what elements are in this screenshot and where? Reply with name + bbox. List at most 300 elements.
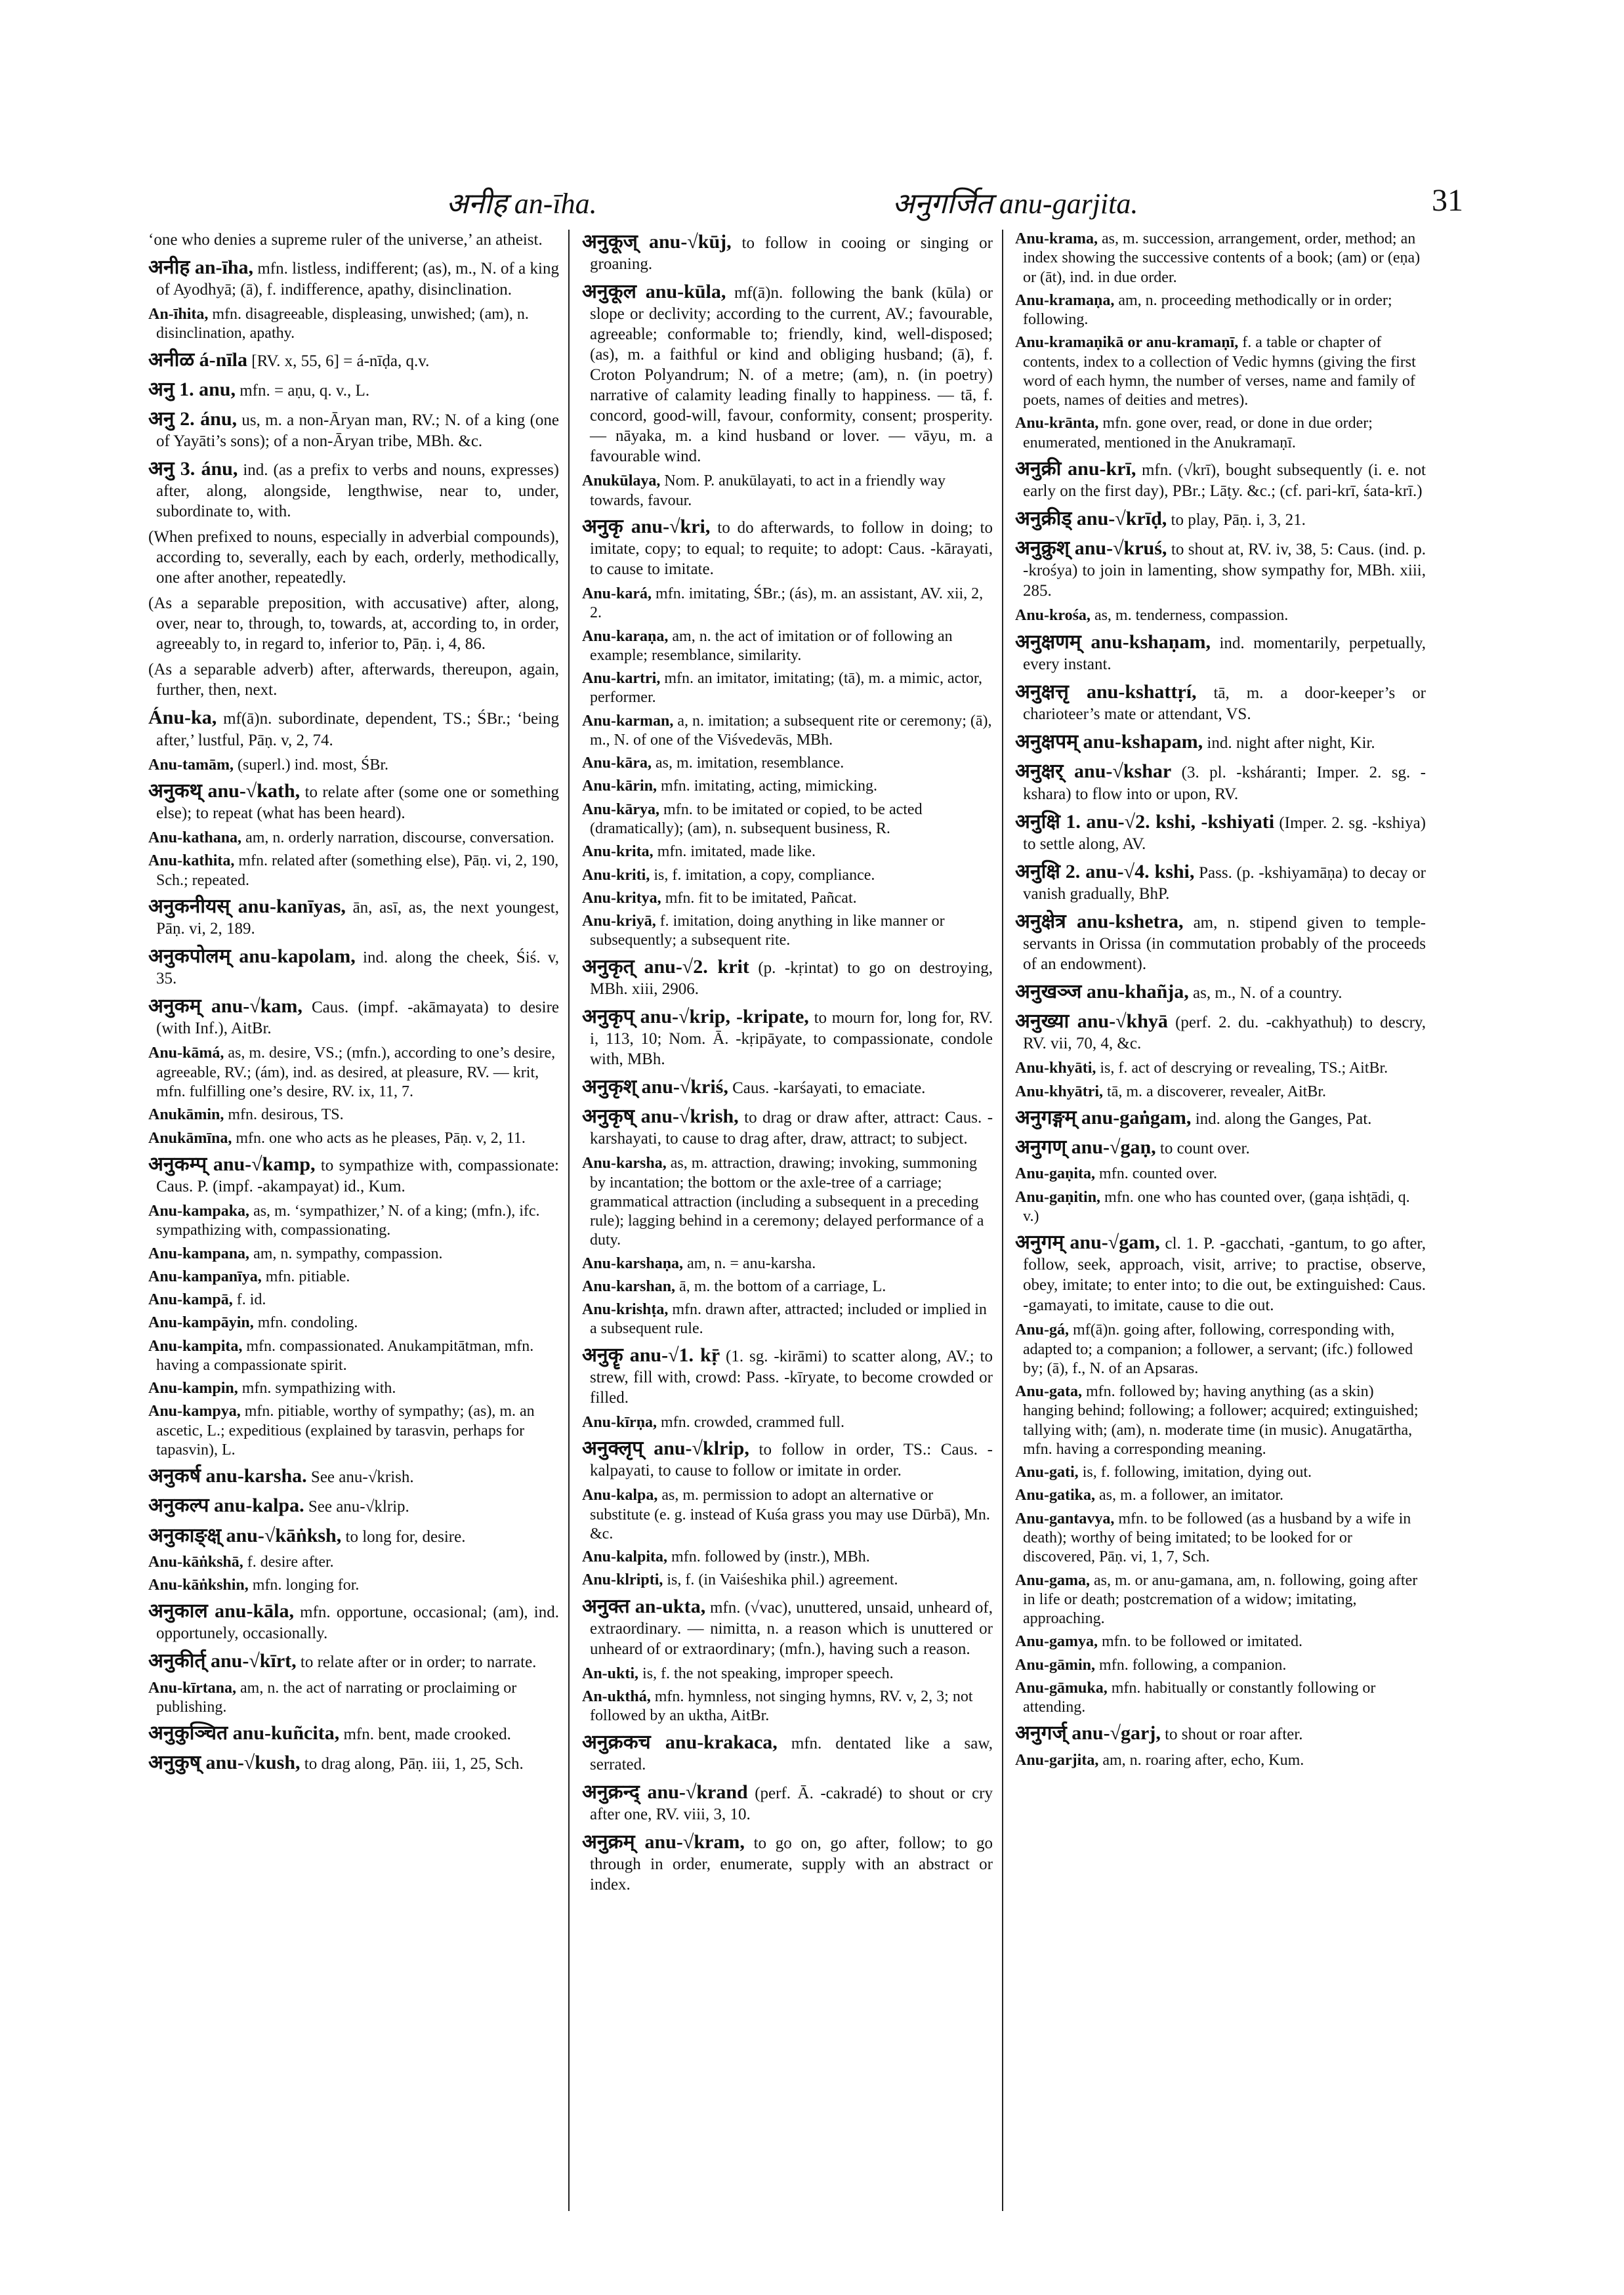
entry-definition: See anu-√krish. (310, 1468, 414, 1487)
dictionary-entry (582, 1413, 993, 1432)
dictionary-entry (1015, 1083, 1426, 1102)
dictionary-entry (148, 1523, 559, 1548)
entry-definition: mfn. desirous, TS. (228, 1106, 344, 1124)
column-3 (1015, 230, 1426, 2211)
entry-definition: mfn. to be followed (as a husband by a wife in death); worthy of being imitated; to be looked for or discovered, Pāṇ. vi, 1, 7, Sch. (1023, 1510, 1411, 1566)
dictionary-entry (582, 912, 993, 951)
dictionary-entry (1015, 1321, 1426, 1378)
entry-headword: अनुकृष् anu-√krish, (582, 1106, 739, 1128)
dictionary-entry (582, 777, 993, 796)
dictionary-entry (148, 1202, 559, 1241)
entry-definition: mfn. following, a companion. (1099, 1656, 1287, 1674)
column-1 (148, 230, 559, 2211)
dictionary-entry (582, 1594, 993, 1659)
dictionary-entry (1015, 414, 1426, 453)
entry-definition: to shout at, RV. iv, 38, 5: Caus. (ind. p. -krośya) to join in lamenting, show sympathy for, MBh. xiii, 285. (1023, 541, 1426, 600)
entry-definition: to sympathize with, compassionate: Caus. P. (impf. -akampayat) id., Kum. (156, 1156, 559, 1195)
entry-definition: am, n. proceeding methodically or in order; following. (1023, 291, 1392, 329)
entry-headword: अनुकपोलम् anu-kapolam, (148, 945, 356, 968)
entry-headword: अनुक्त an-ukta, (582, 1595, 706, 1617)
entry-definition: is, f. imitation, a copy, compliance. (654, 866, 875, 884)
entry-definition: mfn. crowded, crammed full. (661, 1413, 844, 1431)
column-divider (568, 230, 570, 2211)
dictionary-entry (148, 852, 559, 890)
entry-definition: am, n. stipend given to temple-servants in Orissa (in commutation probably of the proceeds of an endowment). (1023, 913, 1426, 974)
entry-definition: as, m. or anu-gamana, am, n. following, going after in life or death; postcremation of a widow; imitating, approaching. (1023, 1571, 1418, 1628)
dictionary-entry (148, 1402, 559, 1460)
entry-headword: Anu-kārya, (582, 800, 660, 818)
entry-definition: ind. along the Ganges, Pat. (1195, 1109, 1372, 1128)
entry-headword: Anu-kāmá, (148, 1044, 224, 1062)
entry-definition: ind. along the cheek, Śiś. v, 35. (156, 949, 559, 988)
dictionary-entry (1015, 1059, 1426, 1078)
entry-headword: Anu-kampā, (148, 1291, 233, 1309)
entry-definition: Nom. P. anukūlayati, to act in a friendly way towards, favour. (590, 472, 946, 509)
entry-headword: अनुखञ्ज anu-khañja, (1015, 981, 1189, 1003)
dictionary-entry (1015, 536, 1426, 601)
entry-definition: f. id. (236, 1291, 266, 1309)
entry-headword: अनुकम्प् anu-√kamp, (148, 1153, 316, 1175)
entry-definition: as, m., N. of a country. (1193, 984, 1343, 1003)
dictionary-entry (148, 348, 559, 372)
entry-headword: Anu-kriti, (582, 866, 650, 884)
entry-definition: to relate after or in order; to narrate. (300, 1653, 537, 1672)
entry-definition: a, n. imitation; a subsequent rite or ceremony; (ā), m., N. of one of the Viśvedevās, MBh. (590, 712, 992, 749)
entry-headword: Anu-garjita, (1015, 1751, 1099, 1769)
dictionary-entry (1015, 680, 1426, 724)
running-head-right: अनुगर्जित anu-garjita. (892, 188, 1138, 220)
entry-definition: to play, Pāṇ. i, 3, 21. (1171, 511, 1306, 529)
entry-definition: (1. sg. -kirāmi) to scatter along, AV.; to strew, fill with, crowd: Pass. -kīryate, to become crowded or filled. (590, 1347, 993, 1407)
entry-definition: mfn. (√vac), unuttered, unsaid, unheard of, extraordinary. — nimitta, n. a reason which is unuttered or unheard of or extraordinary; (mfn.), having such a reason. (590, 1598, 993, 1658)
entry-definition: (perf. 2. du. -cakhyathuḥ) to descry, RV. vii, 70, 4, &c. (1023, 1014, 1426, 1053)
entry-definition: mfn. followed by (instr.), MBh. (671, 1548, 870, 1566)
dictionary-entry (1015, 333, 1426, 410)
entry-headword: Anu-gaṇita, (1015, 1165, 1096, 1183)
dictionary-entry (148, 1313, 559, 1333)
dictionary-entry (1015, 1656, 1426, 1675)
entry-headword: अनीह an-īha, (148, 257, 254, 278)
dictionary-entry (148, 1679, 559, 1718)
entry-headword: Anu-gama, (1015, 1571, 1091, 1589)
entry-definition: to shout or roar after. (1165, 1726, 1303, 1744)
entry-headword: Anu-kalpita, (582, 1548, 668, 1566)
dictionary-entry (1015, 1721, 1426, 1745)
entry-definition: See anu-√klrip. (308, 1498, 409, 1516)
dictionary-entry (1015, 1382, 1426, 1459)
entry-definition: mfn. fit to be imitated, Pañcat. (665, 889, 857, 907)
entry-headword: Anu-krama, (1015, 230, 1098, 247)
entry-definition: ind. night after night, Kir. (1207, 734, 1375, 753)
dictionary-entry (148, 1493, 559, 1518)
entry-definition: am, n. the act of narrating or proclaiming or publishing. (156, 1679, 517, 1716)
dictionary-entry (1015, 1632, 1426, 1651)
entry-headword: Anu-kīrtana, (148, 1679, 237, 1697)
dictionary-entry (1015, 759, 1426, 804)
entry-definition: Caus. -karśayati, to emaciate. (732, 1079, 926, 1097)
entry-headword: अनुकीर्त् anu-√kīrt, (148, 1650, 297, 1672)
entry-definition: (superl.) ind. most, ŚBr. (238, 756, 389, 774)
entry-definition: tā, m. a door-keeper’s or charioteer’s mate or attendant, VS. (1023, 684, 1426, 724)
entry-headword: Anukāmin, (148, 1106, 224, 1124)
entry-headword: अनुक्षपम् anu-kshapam, (1015, 731, 1203, 753)
entry-definition: as, m. tenderness, compassion. (1094, 607, 1289, 625)
entry-definition: to follow in order, TS.: Caus. -kalpayati, to cause to follow or imitate in order. (590, 1441, 993, 1480)
entry-headword: अनुकल्प anu-kalpa. (148, 1495, 304, 1517)
entry-headword: Anu-kathita, (148, 852, 235, 870)
entry-headword: Anu-kampya, (148, 1403, 241, 1420)
entry-headword: अनु 3. ánu, (148, 458, 238, 480)
dictionary-entry (1015, 730, 1426, 754)
entry-headword: अनुक्रम् anu-√kram, (582, 1831, 745, 1853)
entry-definition: ān, asī, as, the next youngest, Pāṇ. vi, 2, 189. (156, 898, 559, 938)
dictionary-entry (148, 1245, 559, 1264)
dictionary-entry (1015, 859, 1426, 904)
entry-definition: am, n. orderly narration, discourse, conversation. (245, 829, 554, 847)
entry-definition: is, f. (in Vaiśeshika phil.) agreement. (667, 1571, 898, 1589)
dictionary-entry (582, 1436, 993, 1481)
entry-definition: ind. (as a prefix to verbs and nouns, expresses) after, along, alongside, lengthwise, near to, under, subordinate to, with. (156, 461, 559, 521)
dictionary-entry (148, 829, 559, 848)
entry-definition: (3. pl. -ksháranti; Imper. 2. sg. -kshara) to flow into or upon, RV. (1023, 764, 1426, 803)
entry-definition: mfn. = aṇu, q. v., L. (239, 381, 370, 400)
dictionary-entry (582, 842, 993, 861)
dictionary-entry (148, 1464, 559, 1488)
entry-definition: as, m. permission to adopt an alternative or substitute (e. g. instead of Kuśa grass you may use Dūrbā), Mn. &c. (590, 1487, 990, 1542)
entry-definition: (perf. Ā. -cakradé) to shout or cry after one, RV. viii, 3, 10. (590, 1784, 993, 1824)
entry-definition: to drag along, Pāṇ. iii, 1, 25, Sch. (304, 1755, 524, 1773)
entry-definition: f. a table or chapter of contents, index to a collection of Vedic hymns (giving the first word of each hymn, the number of verses, name and family of poets, names of deities and metres). (1023, 334, 1416, 409)
entry-headword: अनुक्षेत्र anu-kshetra, (1015, 910, 1184, 932)
entry-definition: mfn. sympathizing with. (241, 1380, 396, 1397)
dictionary-entry (148, 1337, 559, 1376)
dictionary-entry (148, 527, 559, 588)
entry-definition: mfn. compassionated. Anukampitātman, mfn. having a compassionate spirit. (156, 1337, 534, 1374)
entry-definition: (When prefixed to nouns, especially in adverbial compounds), according to, severally, each by each, orderly, methodically, one after another, repeatedly. (148, 528, 559, 587)
entry-headword: अनुक्षि 2. anu-√4. kshi, (1015, 860, 1195, 882)
entry-definition: mfn. one who acts as he pleases, Pāṇ. v, 2, 11. (236, 1129, 526, 1147)
entry-definition: us, m. a non-Āryan man, RV.; N. of a king (one of Yayāti’s sons); of a non-Āryan tribe, MBh. &c. (156, 411, 559, 451)
dictionary-entry (148, 230, 559, 250)
entry-definition: to long for, desire. (345, 1527, 466, 1546)
entry-headword: अनुक्री anu-krī, (1015, 457, 1136, 480)
dictionary-entry (1015, 1463, 1426, 1482)
dictionary-entry (1015, 1009, 1426, 1054)
entry-headword: अनुकृप् anu-√krip, -kripate, (582, 1005, 809, 1027)
dictionary-entry (148, 1106, 559, 1125)
entry-headword: अनुकुष् anu-√kush, (148, 1752, 301, 1774)
entry-definition: (As a separable adverb) after, afterwards, thereupon, again, further, then, next. (148, 661, 559, 699)
entry-headword: An-īhita, (148, 306, 209, 323)
dictionary-entry (582, 1830, 993, 1895)
entry-headword: An-ukti, (582, 1664, 639, 1682)
entry-headword: Anu-kará, (582, 585, 652, 603)
entry-definition: mfn. hymnless, not singing hymns, RV. v, 2, 3; not followed by an uktha, AitBr. (590, 1688, 973, 1725)
entry-headword: Anu-kalpa, (582, 1487, 658, 1504)
dictionary-entry (1015, 909, 1426, 974)
dictionary-entry (582, 712, 993, 751)
entry-definition: mfn. bent, made crooked. (343, 1726, 511, 1744)
entry-definition: as, m. desire, VS.; (mfn.), according to one’s desire, agreeable, RV.; (ám), ind. as desired, at pleasure, RV. — krit, mfn. fulfilling one’s desire, RV. ix, 11, 7. (156, 1044, 556, 1100)
entry-definition: mfn. an imitator, imitating; (tā), m. a mimic, actor, performer. (590, 670, 982, 707)
dictionary-entry (148, 779, 559, 823)
entry-definition: (p. -kṛintat) to go on destroying, MBh. xiii, 2906. (590, 959, 993, 998)
dictionary-entry (148, 659, 559, 700)
entry-definition: is, f. act of descrying or revealing, TS.; AitBr. (1100, 1060, 1388, 1077)
entry-headword: Anu-krośa, (1015, 607, 1091, 625)
dictionary-entry (582, 1486, 993, 1544)
entry-headword: Anu-kampāyin, (148, 1314, 254, 1332)
entry-definition: as, m. a follower, an imitator. (1099, 1487, 1283, 1504)
page-number: 31 (1432, 183, 1463, 218)
dictionary-entry (582, 1154, 993, 1250)
entry-headword: अनुकम् anu-√kam, (148, 995, 302, 1018)
entry-definition: mfn. one who has counted over, (gaṇa ishṭādi, q. v.) (1023, 1188, 1410, 1225)
dictionary-entry (148, 457, 559, 522)
entry-headword: Anu-tamām, (148, 756, 234, 774)
entry-headword: Anu-gaṇitin, (1015, 1188, 1101, 1206)
entry-headword: अनु 2. ánu, (148, 408, 238, 430)
dictionary-entry (582, 1730, 993, 1775)
dictionary-entry (1015, 1106, 1426, 1130)
entry-definition: mfn. gone over, read, or done in due order; enumerated, mentioned in the Anukramaṇī. (1023, 415, 1373, 451)
entry-definition: f. imitation, doing anything in like manner or subsequently; a subsequent rite. (590, 913, 945, 949)
dictionary-entry (1015, 1135, 1426, 1159)
entry-headword: Anu-kramaṇikā or anu-kramaṇī, (1015, 334, 1239, 352)
dictionary-entry (148, 377, 559, 402)
entry-headword: Anukāmīna, (148, 1129, 232, 1147)
page-header (151, 182, 1463, 222)
entry-definition: tā, m. a discoverer, revealer, AitBr. (1107, 1083, 1326, 1100)
dictionary-entry (582, 1571, 993, 1590)
entry-headword: अनुक्लृप् anu-√klrip, (582, 1437, 749, 1460)
entry-definition: Caus. (impf. -akāmayata) to desire (with Inf.), AitBr. (156, 999, 559, 1038)
entry-definition: mfn. habitually or constantly following or attending. (1023, 1679, 1376, 1716)
dictionary-entry (582, 955, 993, 999)
entry-headword: Anu-kampaka, (148, 1202, 250, 1220)
entry-definition: mfn. condoling. (257, 1314, 358, 1332)
entry-definition: mfn. to be followed or imitated. (1102, 1633, 1302, 1651)
entry-headword: An-ukthá, (582, 1688, 651, 1706)
entry-headword: Anu-khyāti, (1015, 1060, 1096, 1077)
dictionary-entry (582, 585, 993, 623)
dictionary-entry (1015, 810, 1426, 854)
dictionary-entry (582, 1254, 993, 1273)
dictionary-entry (148, 1152, 559, 1197)
entry-definition: as, m. imitation, resemblance. (656, 755, 844, 772)
entry-definition: to drag or draw after, attract: Caus. -karshayati, to cause to drag after, draw, attract; to subject. (590, 1109, 993, 1148)
entry-headword: Anu-kathana, (148, 829, 242, 847)
entry-headword: Anu-kritya, (582, 889, 661, 907)
entry-headword: Anu-gá, (1015, 1321, 1070, 1339)
dictionary-entry (582, 472, 993, 510)
entry-definition: mfn. dentated like a saw, serrated. (590, 1734, 993, 1773)
dictionary-entry (148, 1649, 559, 1673)
entry-headword: अनुकाङ्क्ष् anu-√kāṅksh, (148, 1524, 342, 1546)
dictionary-entry (582, 1075, 993, 1099)
entry-definition: as, m. succession, arrangement, order, method; an index showing the successive contents of a book; (am) or (eṇa) or (āt), ind. in due order. (1023, 230, 1421, 286)
dictionary-entry (148, 1750, 559, 1775)
entry-definition: to go on, go after, follow; to go through in order, enumerate, supply with an abstract or index. (590, 1834, 993, 1894)
dictionary-entry (582, 1343, 993, 1408)
dictionary-entry (582, 1687, 993, 1726)
entry-headword: Anukūlaya, (582, 472, 661, 490)
entry-headword: Anu-kriyā, (582, 913, 656, 930)
entry-definition: am, n. = anu-karsha. (687, 1254, 816, 1272)
entry-definition: to mourn for, long for, RV. i, 113, 10; Nom. Ā. -kṛipāyate, to compassionate, condole with, MBh. (590, 1008, 993, 1068)
dictionary-entry (148, 1576, 559, 1595)
entry-definition: (As a separable preposition, with accusative) after, along, over, near to, through, to, towards, at, according to, in order, agreeably to, in regard to, inferior to, Pāṇ. i, 4, 86. (148, 594, 559, 653)
dictionary-entry (582, 279, 993, 466)
dictionary-entry (582, 1277, 993, 1296)
entry-definition: as, m. ‘sympathizer,’ N. of a king; (mfn.), ifc. sympathizing with, compassionating. (156, 1202, 540, 1239)
entry-definition: mfn. disagreeable, displeasing, unwished; (am), n. disinclination, apathy. (156, 306, 529, 342)
entry-definition: mfn. listless, indifferent; (as), m., N. of a king of Ayodhyā; (ā), f. indifference, apathy, disinclination. (156, 260, 559, 299)
entry-headword: Anu-gāmuka, (1015, 1679, 1108, 1697)
dictionary-entry (1015, 230, 1426, 287)
column-2 (582, 230, 993, 2211)
entry-headword: अनुगङ्गम् anu-gaṅgam, (1015, 1106, 1192, 1128)
entry-definition: to relate after (some one or something else); to repeat (what has been heard). (156, 783, 559, 823)
entry-headword: Anu-kramaṇa, (1015, 291, 1115, 309)
entry-definition: mfn. counted over. (1099, 1165, 1217, 1183)
dictionary-entry (148, 1291, 559, 1310)
dictionary-entry (1015, 980, 1426, 1004)
entry-headword: Anu-kāra, (582, 755, 652, 772)
entry-headword: अनुक्षत्तृ anu-kshattṛí, (1015, 680, 1197, 703)
dictionary-entry (1015, 1679, 1426, 1718)
entry-headword: Anu-krānta, (1015, 415, 1099, 432)
dictionary-entry (148, 1553, 559, 1572)
entry-definition: mfn. (√krī), bought subsequently (i. e. not early on the first day), PBr.; Lāṭy. &c.; (cf. pari-krī, śata-krī.) (1023, 461, 1426, 501)
dictionary-entry (1015, 1165, 1426, 1184)
dictionary-entry (1015, 291, 1426, 330)
entry-definition: ‘one who denies a supreme ruler of the universe,’ an atheist. (148, 231, 543, 249)
entry-headword: Anu-gantavya, (1015, 1510, 1115, 1527)
entry-headword: अनुक्षि 1. anu-√2. kshi, -kshiyati (1015, 810, 1275, 833)
dictionary-entry (582, 1004, 993, 1069)
dictionary-entry (582, 1300, 993, 1339)
dictionary-entry (148, 407, 559, 451)
entry-headword: Ánu-ka, (148, 707, 217, 729)
entry-definition: to count over. (1159, 1140, 1250, 1158)
dictionary-entry (1015, 1510, 1426, 1567)
dictionary-entry (148, 305, 559, 344)
column-divider (1002, 230, 1003, 2211)
entry-definition: mf(ā)n. going after, following, corresponding with, adapted to; a companion; a follower, a servant; (ifc.) followed by; (ā), f., N. of an Apsaras. (1023, 1321, 1413, 1377)
entry-headword: अनुकॄ anu-√1. kṝ (582, 1344, 720, 1366)
entry-definition: as, m. attraction, drawing; invoking, summoning by incantation; the bottom or the axle-tree of a carriage; grammatical attraction (including a subsequent in a preceding rule); lagging behind in a ceremony; delayed performance of a duty. (590, 1155, 984, 1249)
entry-headword: अनुकृश् anu-√kriś, (582, 1075, 728, 1098)
entry-headword: अनुकूल anu-kūla, (582, 281, 726, 303)
dictionary-entry (148, 1721, 559, 1745)
entry-definition: f. desire after. (247, 1553, 334, 1571)
entry-headword: Anu-kampanīya, (148, 1268, 262, 1285)
entry-definition: am, n. sympathy, compassion. (253, 1245, 443, 1262)
dictionary-entry (148, 944, 559, 989)
entry-headword: अनुकनीयस् anu-kanīyas, (148, 895, 346, 917)
dictionary-entry (148, 894, 559, 939)
dictionary-entry (582, 627, 993, 666)
entry-headword: अनुगम् anu-√gam, (1015, 1231, 1160, 1254)
entry-headword: Anu-kartri, (582, 670, 661, 688)
entry-headword: Anu-kīrṇa, (582, 1413, 657, 1431)
dictionary-entry (1015, 1486, 1426, 1505)
entry-headword: Anu-klripti, (582, 1571, 663, 1589)
dictionary-entry (148, 593, 559, 654)
entry-definition: ind. momentarily, perpetually, every instant. (1023, 634, 1426, 673)
entry-headword: Anu-kāṅkshā, (148, 1553, 243, 1571)
entry-definition: mfn. drawn after, attracted; included or implied in a subsequent rule. (590, 1301, 987, 1338)
dictionary-entry (148, 705, 559, 750)
entry-headword: Anu-karaṇa, (582, 627, 669, 645)
entry-definition: mfn. to be imitated or copied, to be acted (dramatically); (am), n. subsequent business, R. (590, 800, 923, 838)
entry-definition: mf(ā)n. subordinate, dependent, TS.; ŚBr.; ‘being after,’ lustful, Pāṇ. v, 2, 74. (156, 710, 559, 749)
entry-headword: Anu-krishṭa, (582, 1301, 669, 1319)
dictionary-entry (582, 669, 993, 708)
entry-headword: अनुक्षणम् anu-kshaṇam, (1015, 631, 1211, 653)
entry-headword: Anu-karshaṇa, (582, 1254, 684, 1272)
entry-headword: Anu-kampita, (148, 1337, 243, 1355)
entry-headword: Anu-krita, (582, 843, 654, 861)
entry-headword: Anu-kāṅkshin, (148, 1577, 249, 1594)
entry-definition: to follow in cooing or singing or groaning. (590, 234, 993, 274)
entry-headword: Anu-kampana, (148, 1245, 250, 1262)
entry-headword: Anu-karshan, (582, 1277, 676, 1295)
entry-definition: am, n. roaring after, echo, Kum. (1102, 1751, 1304, 1769)
dictionary-entry (148, 1129, 559, 1148)
dictionary-entry (1015, 1751, 1426, 1770)
dictionary-entry (1015, 606, 1426, 625)
entry-headword: अनुकर्ष anu-karsha. (148, 1465, 307, 1487)
dictionary-entry (1015, 507, 1426, 531)
dictionary-entry (582, 866, 993, 885)
entry-headword: Anu-khyātri, (1015, 1083, 1104, 1100)
entry-headword: अनीळ á-nīla (148, 348, 247, 371)
entry-headword: Anu-kampin, (148, 1380, 238, 1397)
dictionary-entry (582, 800, 993, 839)
entry-definition: is, f. following, imitation, dying out. (1082, 1464, 1312, 1481)
entry-headword: अनुक्रुश् anu-√kruś, (1015, 537, 1167, 560)
dictionary-entry (582, 230, 993, 274)
entry-headword: Anu-gatika, (1015, 1487, 1096, 1504)
entry-headword: Anu-gāmin, (1015, 1656, 1096, 1674)
dictionary-entry (1015, 1230, 1426, 1315)
entry-definition: ā, m. the bottom of a carriage, L. (679, 1277, 886, 1295)
entry-definition: is, f. the not speaking, improper speech. (642, 1664, 894, 1682)
dictionary-entry (148, 994, 559, 1039)
dictionary-entry (148, 1044, 559, 1102)
dictionary-entry (148, 255, 559, 300)
entry-definition: mfn. related after (something else), Pāṇ. vi, 2, 190, Sch.; repeated. (156, 852, 559, 889)
entry-headword: अनुक्रन्द् anu-√krand (582, 1781, 748, 1803)
entry-headword: अनुकृ anu-√kri, (582, 515, 711, 537)
dictionary-entry (1015, 630, 1426, 674)
dictionary-entry (1015, 457, 1426, 501)
entry-definition: [RV. x, 55, 6] = á-nīḍa, q.v. (251, 352, 430, 370)
entry-headword: अनुक्रकच anu-krakaca, (582, 1731, 778, 1753)
entry-definition: mfn. followed by; having anything (as a skin) hanging behind; following; a follower; acquired; extinguished; tallying with; (am), n. moderate time (in music). Anugatārtha, mfn. having a corresponding meaning. (1023, 1383, 1419, 1458)
dictionary-entry (582, 1664, 993, 1684)
entry-headword: अनुकुञ्चित anu-kuñcita, (148, 1722, 340, 1745)
entry-headword: अनुकूज् anu-√kūj, (582, 231, 732, 253)
entry-definition: mfn. imitating, acting, mimicking. (661, 777, 877, 795)
entry-headword: अनुगण् anu-√gaṇ, (1015, 1136, 1156, 1159)
entry-definition: mfn. pitiable. (265, 1268, 350, 1285)
dictionary-entry (582, 889, 993, 908)
entry-headword: Anu-karsha, (582, 1155, 667, 1172)
entry-headword: Anu-kārin, (582, 777, 657, 795)
